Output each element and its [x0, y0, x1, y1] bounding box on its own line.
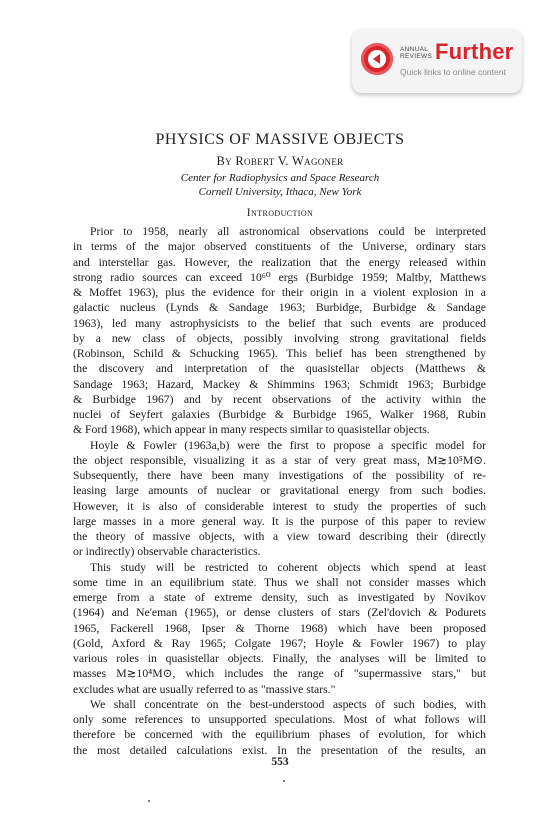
body-line: & Ford 1968), which appear in many respects similar to quasistellar objects.	[73, 423, 430, 437]
body-line: by a new class of objects, possibly involving strong gravitational fields	[73, 331, 486, 345]
body-line: emerge from a state of extreme density, such as investigated by Novikov	[73, 591, 486, 604]
body-line: excludes what are usually referred to as "massive stars."	[73, 682, 336, 696]
body-line: Hoyle & Fowler (1963a,b) were the first to propose a specific model for	[90, 438, 486, 452]
body-line: However, it is also of considerable interest to study the properties of such	[73, 499, 486, 513]
annual-reviews-logo-text: ANNUAL REVIEWS	[400, 46, 433, 60]
body-line: therefore be concerned with the equilibrium phases of evolution, for which	[73, 728, 486, 742]
body-line: (1964) and Ne'eman (1965), or dense clusters of stars (Zel'dovich & Podurets	[73, 606, 486, 620]
scan-speck	[283, 780, 285, 782]
further-label: Further	[435, 39, 514, 64]
body-line: (Robinson, Schild & Schucking 1965). This belief has been strengthened by	[73, 347, 486, 360]
page-number: 553	[271, 756, 289, 768]
body-line: various roles in quasistellar objects. Finally, the analyses will be limited to	[73, 652, 486, 665]
body-line: the discovery and interpretation of the quasistellar objects (Matthews &	[73, 362, 486, 376]
scan-speck	[148, 800, 150, 802]
body-line: Prior to 1958, nearly all astronomical observations could be interpreted	[90, 225, 486, 238]
body-line: nuclei of Seyfert galaxies (Burbidge & Burbidge 1965, Walker 1968, Rubin	[73, 408, 486, 421]
further-subtitle: Quick links to online content	[400, 67, 506, 77]
body-line: & Burbidge 1967) and by recent observations of the activity within the	[73, 392, 486, 406]
body-line: large masses in a more general way. It is the purpose of this paper to review	[73, 514, 486, 528]
body-line: This study will be restricted to coherent objects which spend at least	[90, 560, 486, 574]
body-line: in terms of the major observed constituents of the Universe, ordinary stars	[73, 240, 486, 254]
body-line: masses M≳10⁴M⊙, which includes the range of "supermassive stars," but	[73, 667, 486, 681]
body-line: 1965, Fackerell 1968, Ipser & Thorne 1968) which have been proposed	[73, 621, 486, 635]
further-badge[interactable]	[352, 29, 522, 93]
body-line: only some references to unsupported speculations. Most of what follows will	[73, 713, 486, 726]
body-line: We shall concentrate on the best-understood aspects of such bodies, with	[90, 697, 486, 711]
body-line: the most detailed calculations exist. In the presentation of the results, an	[73, 743, 486, 757]
article-body	[73, 224, 486, 758]
body-line: or indirectly) observable characteristics.	[73, 545, 261, 559]
body-line: Subsequently, there have been many investigations of the possibility of re-	[73, 469, 486, 482]
body-line: the object responsible, visualizing it as a star of very great mass, M≳10⁵M⊙.	[73, 453, 486, 467]
article-author: By Robert V. Wagoner	[216, 154, 344, 168]
section-heading: Introduction	[246, 207, 314, 219]
body-line: and interstellar gas. However, the realization that the energy released within	[73, 255, 486, 269]
affiliation-line-2: Cornell University, Ithaca, New York	[198, 186, 362, 198]
affiliation-line-1: Center for Radiophysics and Space Research	[180, 172, 380, 184]
body-line: strong radio sources can exceed 10⁶⁰ ergs (Burbidge 1959; Maltby, Matthews	[73, 270, 486, 284]
body-line: (Gold, Axford & Ray 1965; Colgate 1967; Hoyle & Fowler 1967) to play	[73, 636, 486, 650]
body-line: the theory of massive objects, with a view toward describing their (directly	[73, 530, 486, 543]
body-line: leasing large amounts of nuclear or gravitational energy from such bodies.	[73, 484, 486, 498]
body-line: 1963), led many astrophysicists to the belief that such events are produced	[73, 316, 486, 330]
body-line: & Moffet 1963), plus the evidence for their origin in a violent explosion in a	[73, 286, 486, 299]
arrow-left-circle-icon[interactable]	[361, 43, 393, 75]
body-line: some time in an equilibrium state. Thus we shall not consider masses which	[73, 575, 486, 589]
body-line: Sandage 1963; Hazard, Mackey & Shimmins 1963; Schmidt 1963; Burbidge	[73, 377, 486, 391]
article-title: PHYSICS OF MASSIVE OBJECTS	[155, 131, 405, 148]
body-line: galactic nucleus (Lynds & Sandage 1963; Burbidge, Burbidge & Sandage	[73, 301, 486, 315]
